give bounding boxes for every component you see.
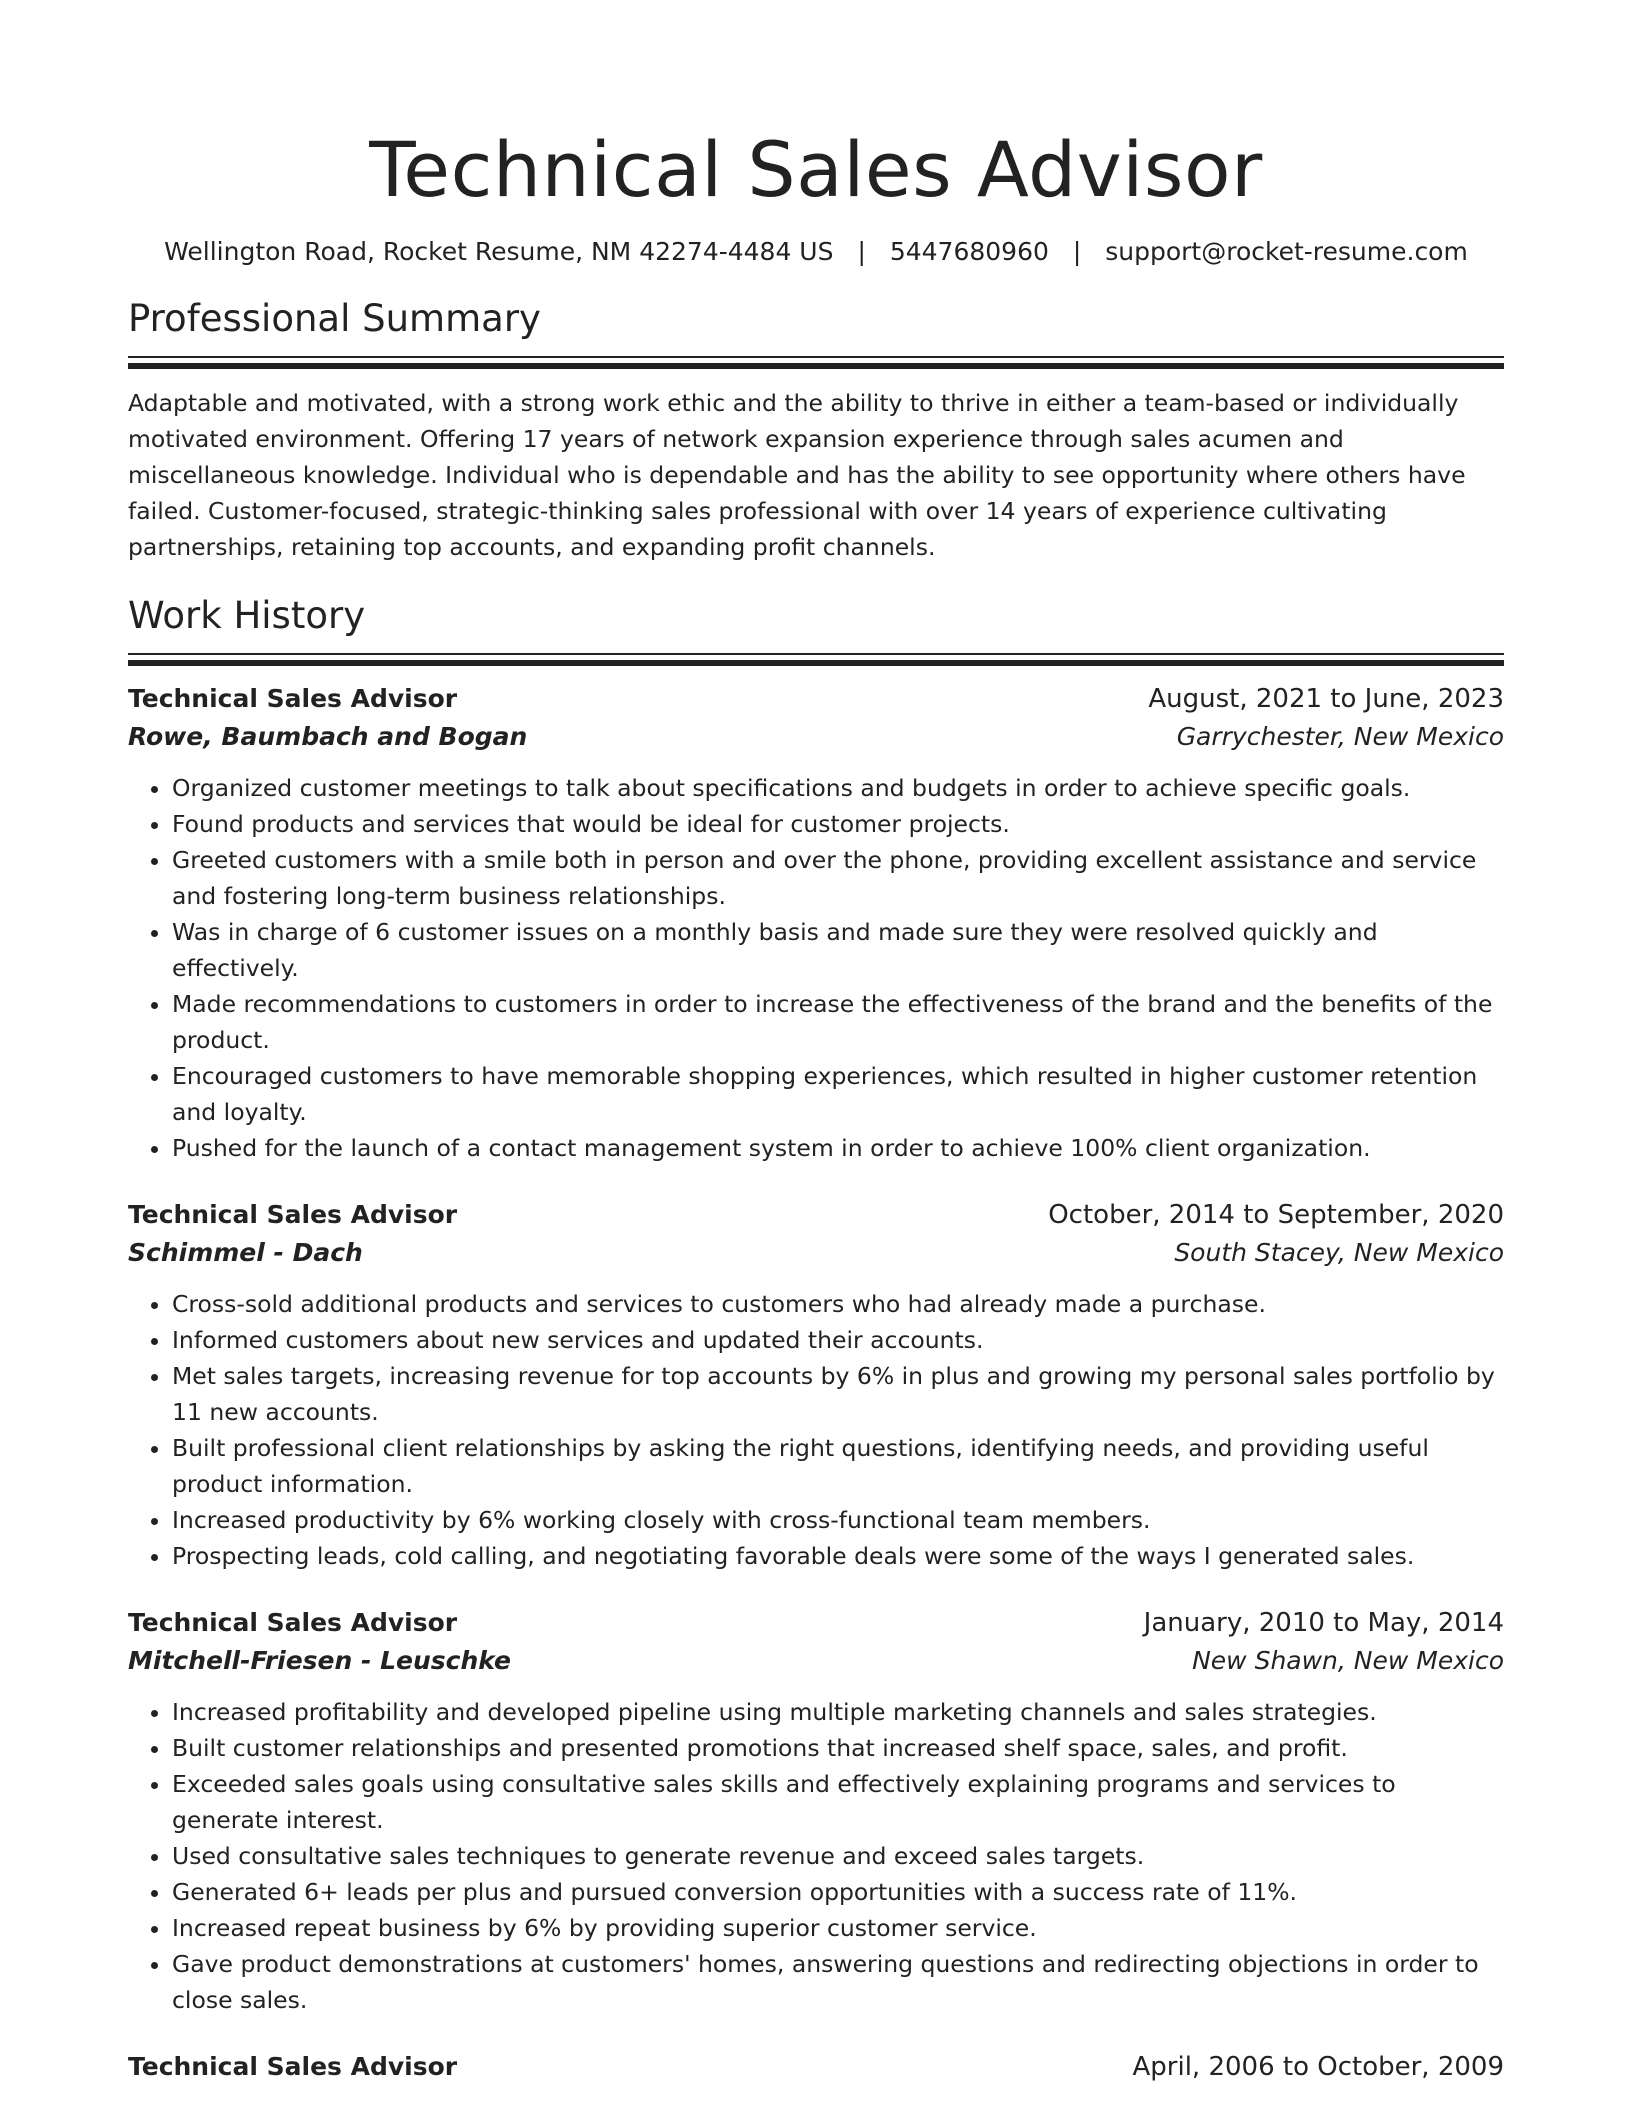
job-title: Technical Sales Advisor <box>128 1608 458 1637</box>
phone: 5447680960 <box>889 237 1049 266</box>
list-item: • Built professional client relationships by asking the right questions, identifying needs, and providing useful product information. <box>172 1430 1504 1502</box>
job-entry <box>128 1196 1504 1574</box>
section-heading: Work History <box>128 594 366 637</box>
job-company: Rowe, Baumbach and Bogan <box>128 722 528 751</box>
section-divider <box>128 653 1504 666</box>
job-location: Garrychester, New Mexico <box>1176 722 1504 751</box>
list-item: • Gave product demonstrations at customers' homes, answering questions and redirecting objections in order to close sales. <box>172 1946 1504 2018</box>
job-company: Schimmel - Dach <box>128 1238 363 1267</box>
list-item: • Increased repeat business by 6% by providing superior customer service. <box>172 1910 1504 1946</box>
address: Wellington Road, Rocket Resume, NM 42274-4484 US <box>164 237 834 266</box>
job-location: New Shawn, New Mexico <box>1192 1646 1504 1675</box>
list-item: • Exceeded sales goals using consultative sales skills and effectively explaining programs and services to generate interest. <box>172 1766 1504 1838</box>
list-item: • Used consultative sales techniques to generate revenue and exceed sales targets. <box>172 1838 1504 1874</box>
list-item: • Increased productivity by 6% working closely with cross-functional team members. <box>172 1502 1504 1538</box>
list-item: • Prospecting leads, cold calling, and negotiating favorable deals were some of the ways I generated sales. <box>172 1538 1504 1574</box>
job-dates: April, 2006 to October, 2009 <box>1132 2052 1504 2082</box>
job-location: South Stacey, New Mexico <box>1174 1238 1504 1267</box>
job-entry <box>128 1604 1504 2018</box>
list-item: • Organized customer meetings to talk about specifications and budgets in order to achieve specific goals. <box>172 770 1504 806</box>
professional-summary-section <box>128 294 1504 565</box>
contact-line <box>128 234 1504 270</box>
contact-separator: | <box>1072 237 1082 266</box>
list-item: • Built customer relationships and presented promotions that increased shelf space, sales, and profit. <box>172 1730 1504 1766</box>
list-item: • Found products and services that would be ideal for customer projects. <box>172 806 1504 842</box>
list-item: • Made recommendations to customers in order to increase the effectiveness of the brand and the benefits of the product. <box>172 986 1504 1058</box>
list-item: • Encouraged customers to have memorable shopping experiences, which resulted in higher customer retention and loyalty. <box>172 1058 1504 1130</box>
list-item: • Increased profitability and developed pipeline using multiple marketing channels and sales strategies. <box>172 1694 1504 1730</box>
job-title: Technical Sales Advisor <box>128 2052 458 2081</box>
job-bullets <box>128 770 1504 1166</box>
email: support@rocket-resume.com <box>1105 237 1468 266</box>
work-history-section <box>128 591 1504 2086</box>
section-divider <box>128 356 1504 369</box>
job-title: Technical Sales Advisor <box>128 684 458 713</box>
job-company: Mitchell-Friesen - Leuschke <box>128 1646 511 1675</box>
job-list <box>128 680 1504 2086</box>
job-dates: August, 2021 to June, 2023 <box>1148 684 1504 714</box>
list-item: • Pushed for the launch of a contact management system in order to achieve 100% client organization. <box>172 1130 1504 1166</box>
job-dates: January, 2010 to May, 2014 <box>1143 1608 1504 1638</box>
job-title: Technical Sales Advisor <box>128 1200 458 1229</box>
job-bullets <box>128 1286 1504 1574</box>
job-entry <box>128 2048 1504 2086</box>
list-item: • Generated 6+ leads per plus and pursued conversion opportunities with a success rate of 11%. <box>172 1874 1504 1910</box>
summary-text: Adaptable and motivated, with a strong work ethic and the ability to thrive in either a team-based or individually motivated environment. Offering 17 years of network expansion experience through sales acumen and miscellaneous knowledge. Individual who is dependable and has the ability to see opportunity where others have failed. Customer-focused, strategic-thinking sales professional with over 14 years of experience cultivating partnerships, retaining top accounts, and expanding profit channels. <box>128 389 1466 561</box>
list-item: • Met sales targets, increasing revenue for top accounts by 6% in plus and growing my personal sales portfolio by 11 new accounts. <box>172 1358 1504 1430</box>
list-item: • Informed customers about new services and updated their accounts. <box>172 1322 1504 1358</box>
list-item: • Was in charge of 6 customer issues on a monthly basis and made sure they were resolved quickly and effectively. <box>172 914 1504 986</box>
job-bullets <box>128 1694 1504 2018</box>
contact-separator: | <box>857 237 866 266</box>
job-dates: October, 2014 to September, 2020 <box>1048 1200 1504 1230</box>
list-item: • Greeted customers with a smile both in person and over the phone, providing excellent assistance and service and fostering long-term business relationships. <box>172 842 1504 914</box>
page-title: Technical Sales Advisor <box>369 125 1263 214</box>
list-item: • Cross-sold additional products and services to customers who had already made a purchase. <box>172 1286 1504 1322</box>
job-entry <box>128 680 1504 1166</box>
section-heading: Professional Summary <box>128 297 541 340</box>
